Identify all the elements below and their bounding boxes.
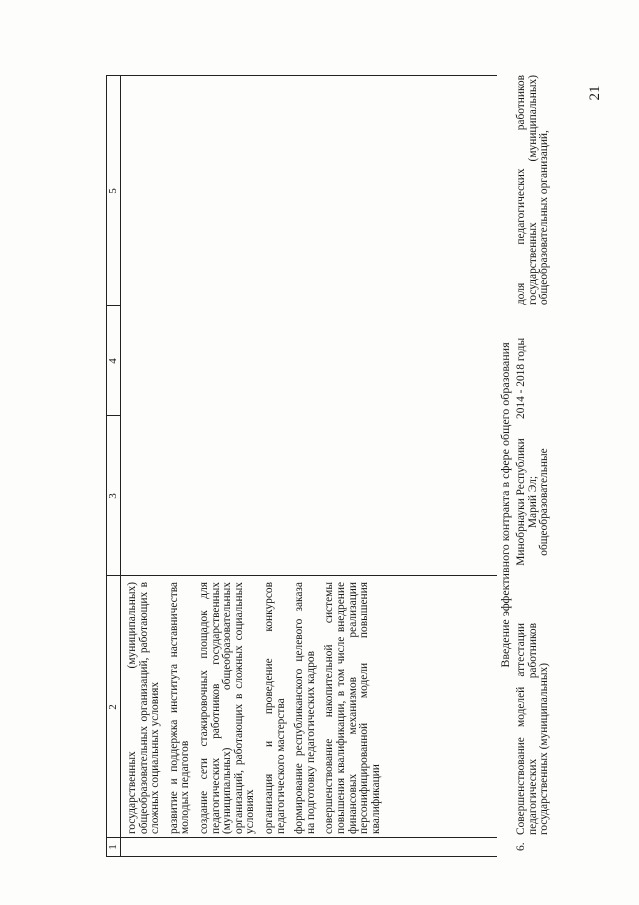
header-col-4: 4 bbox=[107, 358, 119, 364]
measures-column bbox=[127, 582, 389, 834]
column-divider bbox=[107, 415, 120, 416]
column-divider bbox=[107, 575, 497, 576]
header-col-5: 5 bbox=[107, 188, 119, 194]
measure-text: формирование республиканского целевого заказа на подготовку педагогических кадров bbox=[293, 582, 317, 834]
program-table bbox=[106, 75, 497, 857]
row-period: 2014 - 2018 годы bbox=[515, 337, 527, 419]
header-col-3: 3 bbox=[107, 493, 119, 499]
measure-text: организация и проведение конкурсов педагогического мастерства bbox=[262, 582, 287, 834]
measure-text: создание сети стажировочных площадок для педагогических работников государственных (муниципальных) общеобразовательных организаций, работающих в сложных социальных условиях bbox=[197, 582, 257, 834]
header-col-2: 2 bbox=[107, 704, 119, 710]
table-header-row bbox=[107, 76, 121, 856]
column-divider bbox=[107, 305, 120, 306]
section-title: Введение эффективного контракта в сфере общего образования bbox=[498, 342, 512, 668]
page-number: 21 bbox=[587, 85, 603, 101]
row-number: 6. bbox=[515, 842, 527, 851]
row-measure: Совершенствование моделей аттестации педагогических работников государственных (муниципальных) bbox=[515, 623, 551, 835]
measure-text: государственных (муниципальных) общеобразовательных организаций, работающих в сложных социальных условиях bbox=[126, 582, 162, 834]
measure-text: развитие и поддержка института наставничества молодых педагогов bbox=[167, 582, 192, 834]
column-divider bbox=[107, 837, 497, 838]
header-col-1: 1 bbox=[107, 844, 119, 850]
row-responsible: Минобрнауки Республики Марий Эл; общеобразовательные bbox=[515, 438, 551, 566]
row-indicator: доля педагогических работников государственных (муниципальных) общеобразовательных организаций, bbox=[515, 75, 551, 305]
measure-text: совершенствование накопительной системы повышения квалификации, в том числе внедрение финансовых механизмов реализации персонифицированной модели повышения квалификации bbox=[323, 582, 382, 834]
